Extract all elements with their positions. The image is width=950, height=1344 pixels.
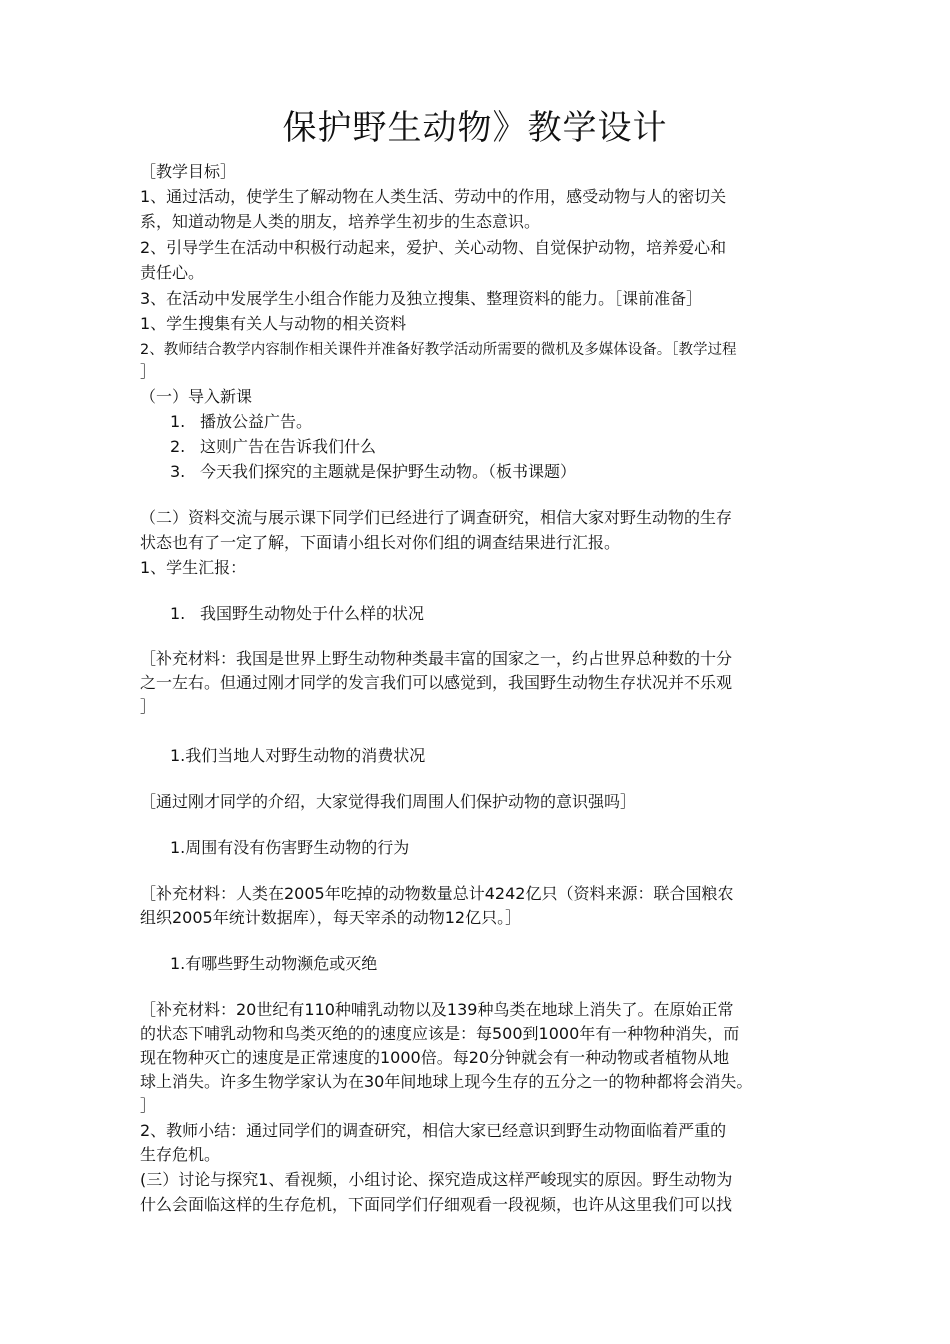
text-line: ［补充材料：20世纪有110种哺乳动物以及139种鸟类在地球上消失了。在原始正常	[140, 1000, 734, 1019]
text-line: 2、引导学生在活动中积极行动起来，爱护、关心动物、自觉保护动物，培养爱心和	[140, 238, 727, 257]
list-text: 播放公益广告。	[200, 412, 313, 431]
list-number: 1.	[170, 604, 186, 623]
text-line: 之一左右。但通过刚才同学的发言我们可以感觉到，我国野生动物生存状况并不乐观	[140, 673, 733, 692]
text-line: 的状态下哺乳动物和鸟类灭绝的的速度应该是：每500到1000年有一种物种消失，而	[140, 1024, 740, 1043]
text-line: 3、在活动中发展学生小组合作能力及独立搜集、整理资料的能力。［课前准备］	[140, 289, 703, 308]
page-title: 保护野生动物》教学设计	[282, 108, 668, 148]
text-line: 2、教师小结：通过同学们的调查研究，相信大家已经意识到野生动物面临着严重的	[140, 1121, 727, 1140]
sub-item: 1.周围有没有伤害野生动物的行为	[170, 838, 410, 857]
text-line: 现在物种灭亡的速度是正常速度的1000倍。每20分钟就会有一种动物或者植物从地	[140, 1048, 730, 1067]
list-text: 这则广告在告诉我们什么	[200, 437, 377, 456]
list-number: 1.	[170, 412, 186, 431]
list-text: 我国野生动物处于什么样的状况	[200, 604, 425, 623]
text-line: 组织2005年统计数据库），每天宰杀的动物12亿只。］	[140, 908, 522, 927]
section-heading-exchange: （二）资料交流与展示课下同学们已经进行了调查研究，相信大家对野生动物的生存	[140, 508, 733, 527]
text-line: ］	[140, 1096, 157, 1115]
text-line: ［通过刚才同学的介绍，大家觉得我们周围人们保护动物的意识强吗］	[140, 792, 637, 811]
text-line: 生存危机。	[140, 1145, 221, 1164]
section-heading-goals: ［教学目标］	[140, 162, 237, 181]
text-line: 系，知道动物是人类的朋友，培养学生初步的生态意识。	[140, 212, 541, 231]
section-heading-discussion: (三）讨论与探究1、看视频，小组讨论、探究造成这样严峻现实的原因。野生动物为	[140, 1170, 733, 1189]
text-line: 1、通过活动，使学生了解动物在人类生活、劳动中的作用，感受动物与人的密切关	[140, 187, 727, 206]
text-line: 状态也有了一定了解，下面请小组长对你们组的调查结果进行汇报。	[140, 533, 621, 552]
section-heading-intro: （一）导入新课	[140, 387, 253, 406]
text-line: 2、教师结合教学内容制作相关课件并准备好教学活动所需要的微机及多媒体设备。［教学过程	[140, 342, 737, 358]
text-line: 1、学生汇报：	[140, 558, 247, 577]
sub-item: 1.我们当地人对野生动物的消费状况	[170, 746, 426, 765]
text-line: ］	[140, 697, 157, 716]
text-line: 责任心。	[140, 263, 205, 282]
text-line: ［补充材料：我国是世界上野生动物种类最丰富的国家之一，约占世界总种数的十分	[140, 649, 733, 668]
text-line: 球上消失。许多生物学家认为在30年间地球上现今生存的五分之一的物种都将会消失。	[140, 1072, 753, 1091]
list-text: 今天我们探究的主题就是保护野生动物。（板书课题）	[200, 462, 577, 481]
text-line: ［补充材料：人类在2005年吃掉的动物数量总计4242亿只（资料来源：联合国粮农	[140, 884, 734, 903]
sub-item: 1.有哪些野生动物濒危或灭绝	[170, 954, 378, 973]
text-line: ］	[140, 362, 157, 381]
list-number: 3.	[170, 462, 186, 481]
text-line: 什么会面临这样的生存危机，下面同学们仔细观看一段视频，也许从这里我们可以找	[140, 1195, 733, 1214]
list-number: 2.	[170, 437, 186, 456]
text-line: 1、学生搜集有关人与动物的相关资料	[140, 314, 407, 333]
